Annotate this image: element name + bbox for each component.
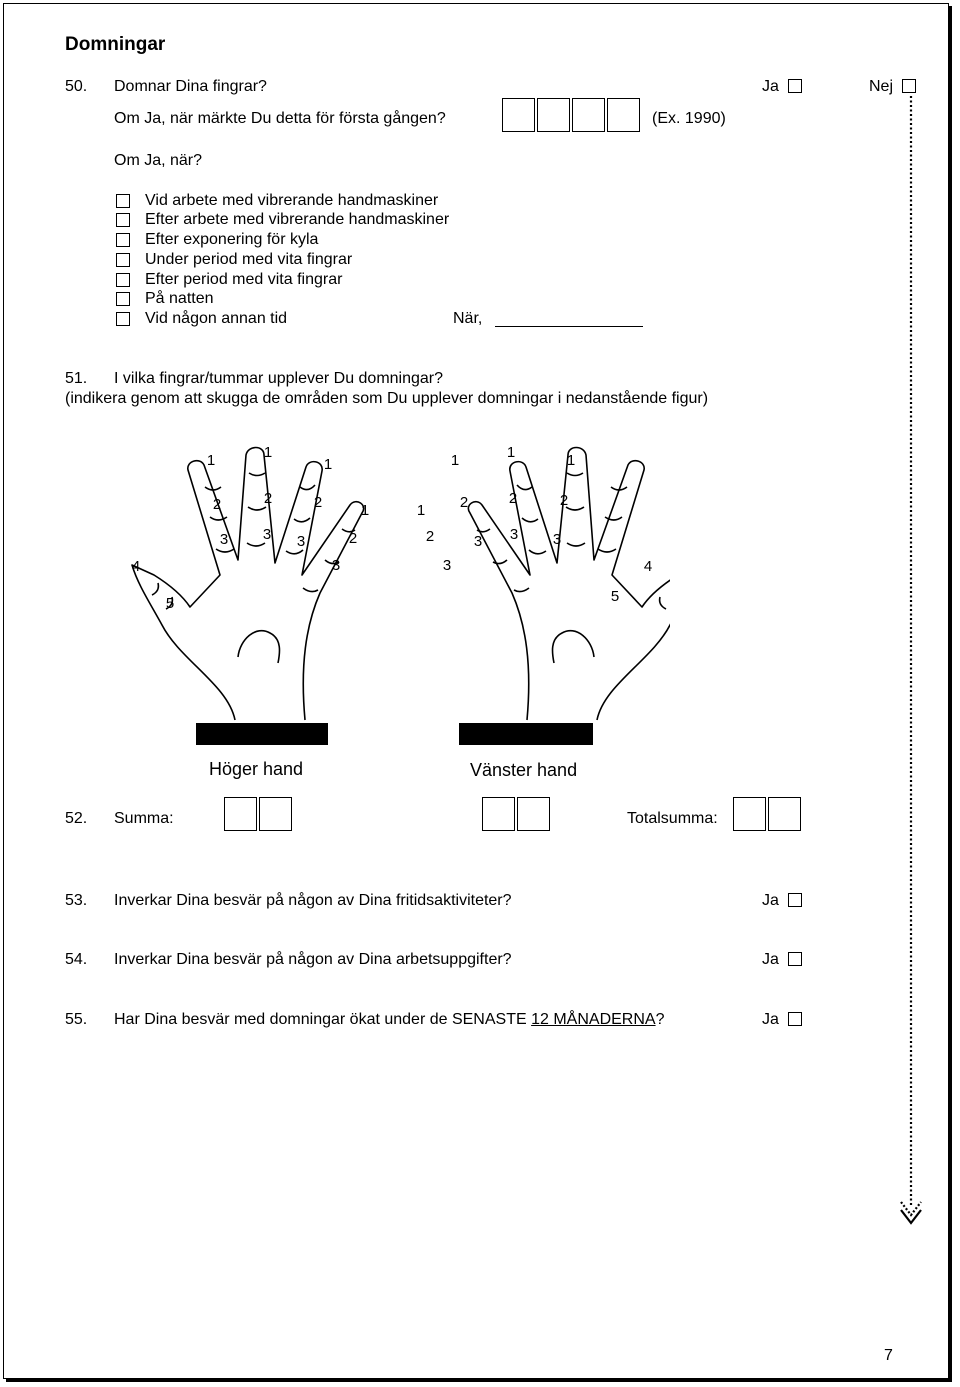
lh-middle-1: 1 bbox=[506, 444, 516, 461]
q54-question: Inverkar Dina besvär på någon av Dina arbetsuppgifter? bbox=[114, 951, 512, 968]
rh-index-3: 3 bbox=[219, 531, 229, 548]
option-label-2: Efter arbete med vibrerande handmaskiner bbox=[145, 211, 450, 228]
q55-yes-checkbox[interactable] bbox=[788, 1012, 802, 1026]
option-label-6: På natten bbox=[145, 290, 214, 307]
option-checkbox-1[interactable] bbox=[116, 194, 130, 208]
total-sum-digit-2[interactable] bbox=[768, 797, 801, 831]
right-hand-outline bbox=[132, 448, 364, 721]
q52-total-label: Totalsumma: bbox=[627, 810, 718, 827]
q50-no-label: Nej bbox=[869, 78, 894, 95]
other-when-label: När, bbox=[453, 310, 483, 327]
q55-number: 55. bbox=[65, 1011, 88, 1028]
q50-when-first-question: Om Ja, när märkte Du detta för första gången? bbox=[114, 110, 446, 127]
rh-little-2: 2 bbox=[348, 530, 358, 547]
option-checkbox-7[interactable] bbox=[116, 312, 130, 326]
right-sum-digit-1[interactable] bbox=[224, 797, 257, 831]
other-when-line[interactable] bbox=[495, 326, 643, 327]
lh-index-2: 2 bbox=[559, 492, 569, 509]
q52-sum-label: Summa: bbox=[114, 810, 174, 827]
rh-ring-2: 2 bbox=[313, 494, 323, 511]
option-checkbox-4[interactable] bbox=[116, 253, 130, 267]
q53-number: 53. bbox=[65, 892, 88, 909]
lh-middle-3: 3 bbox=[509, 526, 519, 543]
option-label-7: Vid någon annan tid bbox=[145, 310, 288, 327]
q55-question-prefix: Har Dina besvär med domningar ökat under de SENASTE bbox=[114, 1011, 532, 1028]
lh-ring-3: 3 bbox=[473, 533, 483, 550]
q51-question: I vilka fingrar/tummar upplever Du domningar? bbox=[114, 370, 444, 387]
option-checkbox-3[interactable] bbox=[116, 233, 130, 247]
right-sum-digit-2[interactable] bbox=[259, 797, 292, 831]
year-digit-3[interactable] bbox=[572, 98, 605, 132]
lh-little-finger-3: 3 bbox=[442, 557, 452, 574]
option-label-3: Efter exponering för kyla bbox=[145, 231, 319, 248]
total-sum-digit-1[interactable] bbox=[733, 797, 766, 831]
rh-middle-1: 1 bbox=[263, 444, 273, 461]
q54-number: 54. bbox=[65, 951, 88, 968]
q53-yes-label: Ja bbox=[762, 892, 779, 909]
rh-thumb-4: 4 bbox=[131, 558, 141, 575]
left-wrist-bar bbox=[459, 723, 593, 745]
q50-number: 50. bbox=[65, 78, 88, 95]
lh-little-1: 1 bbox=[450, 452, 460, 469]
q50-when-question: Om Ja, när? bbox=[114, 152, 203, 169]
right-wrist-bar bbox=[196, 723, 328, 745]
lh-little-finger-1: 1 bbox=[416, 502, 426, 519]
q53-question: Inverkar Dina besvär på någon av Dina fritidsaktiviteter? bbox=[114, 892, 512, 909]
lh-middle-2: 2 bbox=[508, 490, 518, 507]
left-hand-label: Vänster hand bbox=[470, 760, 578, 780]
q50-question: Domnar Dina fingrar? bbox=[114, 78, 267, 95]
left-hand-outline bbox=[468, 448, 670, 721]
left-sum-digit-1[interactable] bbox=[482, 797, 515, 831]
rh-little-3: 3 bbox=[331, 557, 341, 574]
lh-little-finger-2: 2 bbox=[425, 528, 435, 545]
q51-number: 51. bbox=[65, 370, 88, 387]
lh-ring-2: 2 bbox=[459, 494, 469, 511]
option-label-4: Under period med vita fingrar bbox=[145, 251, 353, 268]
q55-question bbox=[114, 1011, 664, 1029]
q51-instruction: (indikera genom att skugga de områden som Du upplever domningar i nedanstående figur) bbox=[65, 390, 709, 407]
hands-figure[interactable] bbox=[110, 425, 670, 755]
right-hand-label: Höger hand bbox=[209, 759, 304, 779]
left-sum-digit-2[interactable] bbox=[517, 797, 550, 831]
q54-yes-checkbox[interactable] bbox=[788, 952, 802, 966]
q50-yes-checkbox[interactable] bbox=[788, 79, 802, 93]
rh-thumb-5: 5 bbox=[165, 595, 175, 612]
q55-question-suffix: ? bbox=[655, 1011, 665, 1028]
option-checkbox-5[interactable] bbox=[116, 273, 130, 287]
q55-question-underlined: 12 MÅNADERNA bbox=[531, 1011, 656, 1028]
skip-arrow bbox=[896, 90, 926, 1230]
rh-index-1: 1 bbox=[206, 452, 216, 469]
year-digit-4[interactable] bbox=[607, 98, 640, 132]
year-example: (Ex. 1990) bbox=[652, 110, 726, 127]
option-checkbox-2[interactable] bbox=[116, 213, 130, 227]
rh-little-1: 1 bbox=[360, 502, 370, 519]
q50-yes-label: Ja bbox=[762, 78, 779, 95]
rh-ring-1: 1 bbox=[323, 456, 333, 473]
rh-index-2: 2 bbox=[212, 496, 222, 513]
section-title: Domningar bbox=[65, 34, 166, 55]
lh-thumb-4: 4 bbox=[643, 558, 653, 575]
q52-number: 52. bbox=[65, 810, 88, 827]
q55-yes-label: Ja bbox=[762, 1011, 779, 1028]
year-digit-2[interactable] bbox=[537, 98, 570, 132]
option-checkbox-6[interactable] bbox=[116, 292, 130, 306]
option-label-5: Efter period med vita fingrar bbox=[145, 271, 343, 288]
rh-middle-3: 3 bbox=[262, 526, 272, 543]
lh-thumb-5: 5 bbox=[610, 588, 620, 605]
option-label-1: Vid arbete med vibrerande handmaskiner bbox=[145, 192, 439, 209]
q53-yes-checkbox[interactable] bbox=[788, 893, 802, 907]
rh-middle-2: 2 bbox=[263, 490, 273, 507]
q54-yes-label: Ja bbox=[762, 951, 779, 968]
lh-index-1: 1 bbox=[566, 452, 576, 469]
year-digit-1[interactable] bbox=[502, 98, 535, 132]
page-number: 7 bbox=[884, 1347, 893, 1364]
lh-index-3: 3 bbox=[552, 531, 562, 548]
rh-ring-3: 3 bbox=[296, 533, 306, 550]
